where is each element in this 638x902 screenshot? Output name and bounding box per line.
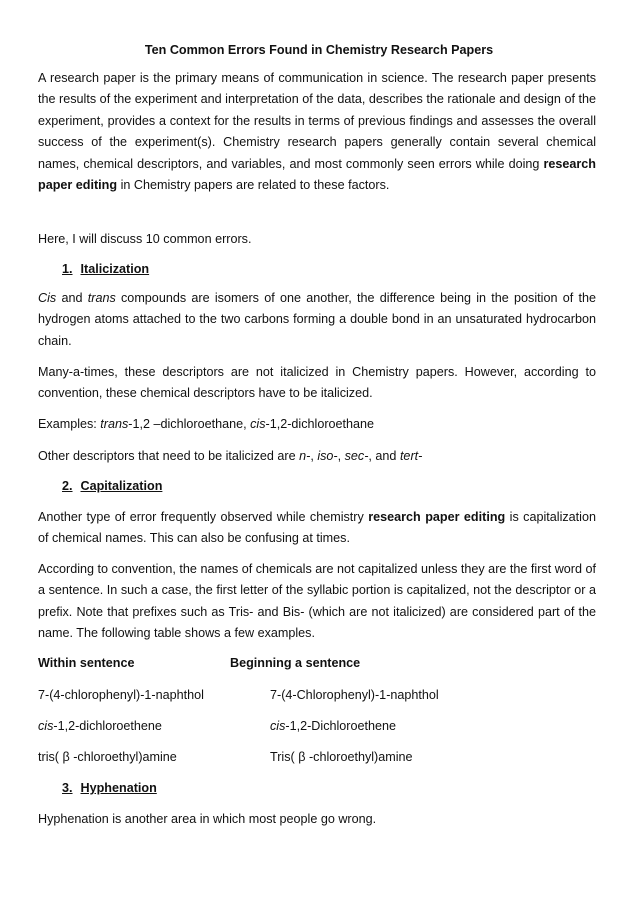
table-row: cis-1,2-dichloroethene cis-1,2-Dichloroethene bbox=[38, 719, 397, 733]
section-heading-italicization: 1. Italicization bbox=[62, 262, 150, 276]
research-paper-editing-keyword: research paper editing bbox=[38, 156, 596, 193]
table-header-row bbox=[38, 653, 598, 675]
intro-paragraph: A research paper is the primary means of communication in science. The research paper presents the results of the experiment and interpretation of the data, describes the rationale and design of the experiment, provides a context for the results in terms of previous findings and assesses the overall success of the experiment(s). Chemistry research papers generally contain several chemical names, chemical descriptors, and variables, and most commonly seen errors while doing research paper editing in Chemistry papers are related to these factors. bbox=[38, 71, 596, 193]
table-header-beginning: Beginning a sentence bbox=[230, 656, 361, 670]
capitalization-convention-paragraph: According to convention, the names of chemicals are not capitalized unless they are the first word of a sentence. In such a case, the first letter of the syllabic portion is capitalized, not the descriptor or a prefix. Note that prefixes such as Tris- and Bis- (which are not italicized) are considered part of the name. The following table shows a few examples. bbox=[38, 562, 596, 641]
table-header-within: Within sentence bbox=[38, 656, 135, 670]
italicization-paragraph: Cis and trans compounds are isomers of one another, the difference being in the position of the hydrogen atoms attached to the two carbons forming a double bond in an unsaturated hydrocarbon chain. bbox=[38, 291, 596, 348]
table-row: 7-(4-chlorophenyl)-1-naphthol 7-(4-Chlorophenyl)-1-naphthol bbox=[38, 688, 439, 702]
document-title: Ten Common Errors Found in Chemistry Research Papers bbox=[144, 43, 494, 57]
capitalization-paragraph: Another type of error frequently observed while chemistry research paper editing is capitalization of chemical names. This can also be confusing at times. bbox=[38, 510, 596, 546]
intro-discussion-line: Here, I will discuss 10 common errors. bbox=[38, 232, 252, 246]
section-heading-hyphenation: 3. Hyphenation bbox=[62, 781, 157, 795]
table-row: tris( β -chloroethyl)amine Tris( β -chloroethyl)amine bbox=[38, 750, 413, 764]
hyphenation-paragraph: Hyphenation is another area in which most people go wrong. bbox=[38, 812, 377, 826]
research-paper-editing-keyword: research paper editing bbox=[368, 510, 506, 524]
section-heading-capitalization: 2. Capitalization bbox=[62, 479, 163, 493]
italicization-convention-paragraph: Many-a-times, these descriptors are not italicized in Chemistry papers. However, according to convention, these chemical descriptors have to be italicized. bbox=[38, 365, 596, 401]
italicization-examples: Examples: trans-1,2 –dichloroethane, cis-1,2-dichloroethane bbox=[38, 417, 375, 431]
other-descriptors-line: Other descriptors that need to be italicized are n-, iso-, sec-, and tert- bbox=[38, 449, 423, 463]
